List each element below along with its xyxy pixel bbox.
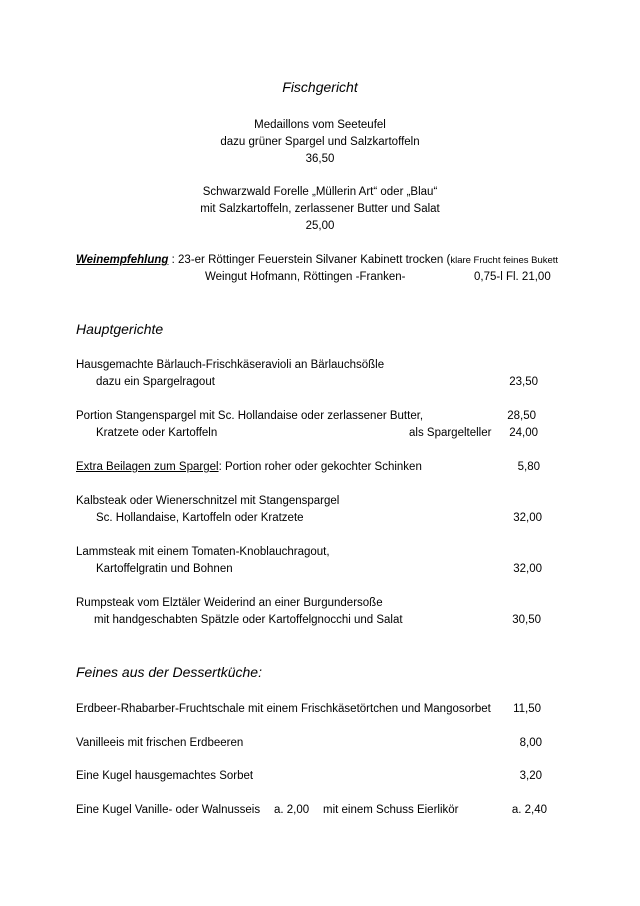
dish-line: dazu grüner Spargel und Salzkartoffeln: [220, 136, 420, 148]
dessert-item: Eine Kugel hausgemachtes Sorbet: [76, 770, 254, 782]
dessert-price: 11,50: [513, 703, 541, 715]
section-title-hauptgerichte: Hauptgerichte: [76, 321, 164, 337]
dish-price: 25,00: [305, 220, 335, 232]
dessert-item: Erdbeer-Rhabarber-Fruchtschale mit einem Frischkäsetörtchen und Mangosorbet: [76, 703, 491, 715]
menu-item-line: Kratzete oder Kartoffeln: [96, 427, 218, 439]
menu-item-line: Kartoffelgratin und Bohnen: [96, 563, 233, 575]
menu-item-line: Hausgemachte Bärlauch-Frischkäseravioli an Bärlauchsößle: [76, 359, 385, 371]
wine-price: 0,75-l Fl. 21,00: [474, 271, 551, 283]
menu-item-price: 32,00: [513, 563, 542, 575]
extra-beilagen: [76, 460, 422, 474]
dessert-item: Eine Kugel Vanille- oder Walnusseis: [76, 804, 261, 816]
menu-item-extra: als Spargelteller: [409, 427, 492, 439]
menu-item-line: Sc. Hollandaise, Kartoffeln oder Kratzete: [96, 512, 304, 524]
menu-item-price: 28,50: [507, 410, 536, 422]
dessert-price: a. 2,40: [511, 804, 547, 816]
dessert-price: 8,00: [519, 737, 542, 749]
wine-label: Weinempfehlung: [76, 254, 169, 266]
menu-item-price: 24,00: [509, 427, 538, 439]
menu-item-line: Lammsteak mit einem Tomaten-Knoblauchragout,: [76, 546, 330, 558]
dish-line: mit Salzkartoffeln, zerlassener Butter und Salat: [200, 203, 440, 215]
wine-producer: Weingut Hofmann, Röttingen -Franken-: [205, 271, 406, 283]
section-title-fischgericht: Fischgericht: [282, 79, 358, 95]
menu-item-price: 30,50: [512, 614, 541, 626]
dish-line: Medaillons vom Seeteufel: [254, 119, 386, 131]
extra-beilagen-label: Extra Beilagen zum Spargel: [76, 461, 219, 473]
dessert-price: 3,20: [519, 770, 542, 782]
menu-item-line: Rumpsteak vom Elztäler Weiderind an einer Burgundersoße: [76, 597, 383, 609]
menu-item-line: mit handgeschabten Spätzle oder Kartoffelgnocchi und Salat: [94, 614, 403, 626]
dessert-extra: mit einem Schuss Eierlikör: [323, 804, 459, 816]
menu-item-price: 5,80: [517, 461, 540, 473]
menu-item-line: Kalbsteak oder Wienerschnitzel mit Stangenspargel: [76, 495, 340, 507]
dessert-price: a. 2,00: [274, 804, 310, 816]
menu-item-price: 32,00: [513, 512, 542, 524]
dessert-item: Vanilleeis mit frischen Erdbeeren: [76, 737, 244, 749]
extra-beilagen-text: : Portion roher oder gekochter Schinken: [218, 461, 422, 473]
wine-recommendation: [76, 253, 558, 268]
menu-item-line: Portion Stangenspargel mit Sc. Hollandaise oder zerlassener Butter,: [76, 410, 424, 422]
wine-note: klare Frucht feines Bukett: [450, 255, 559, 266]
dish-line: Schwarzwald Forelle „Müllerin Art“ oder „Blau“: [202, 186, 438, 198]
menu-item-line: dazu ein Spargelragout: [96, 376, 215, 388]
wine-text: : 23-er Röttinger Feuerstein Silvaner Kabinett trocken (: [168, 254, 451, 266]
dish-price: 36,50: [305, 153, 335, 165]
section-title-dessert: Feines aus der Dessertküche:: [76, 664, 262, 680]
menu-item-price: 23,50: [509, 376, 538, 388]
